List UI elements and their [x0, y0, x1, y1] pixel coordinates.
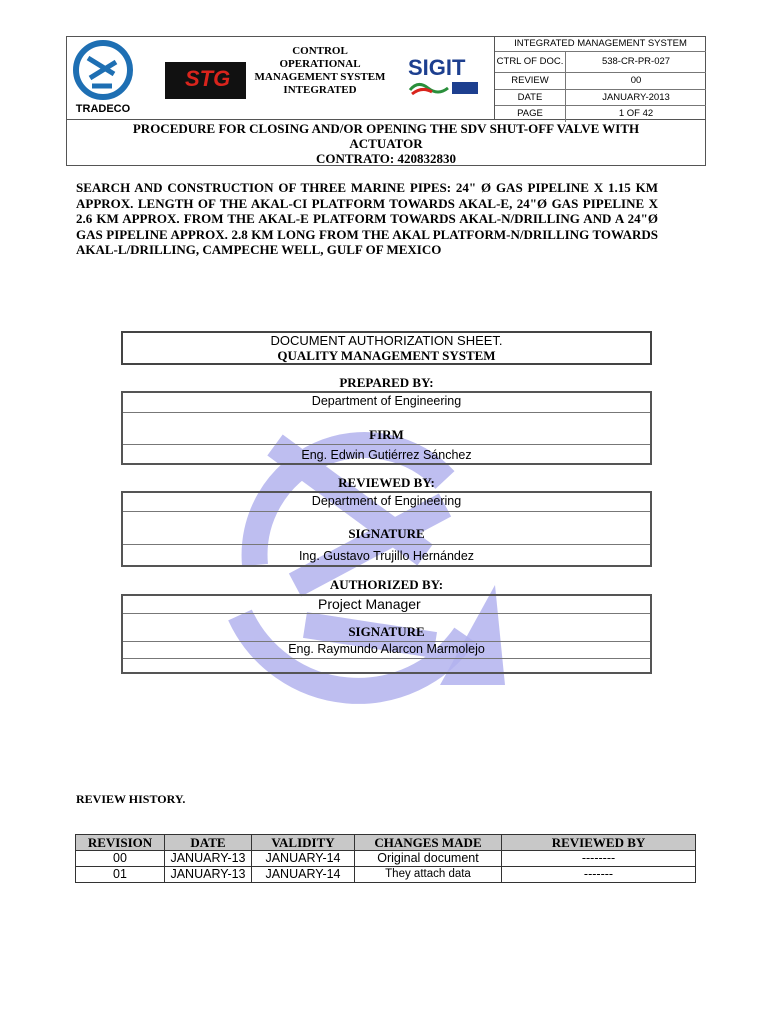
ims-title: INTEGRATED MANAGEMENT SYSTEM — [495, 36, 706, 52]
table-cell: ------- — [502, 867, 696, 883]
review-history-title: REVIEW HISTORY. — [76, 792, 186, 806]
reviewed-department: Department of Engineering — [311, 494, 462, 508]
row-divider — [123, 658, 650, 659]
reviewed-by-heading: REVIEWED BY: — [338, 475, 435, 490]
prepared-department: Department of Engineering — [311, 394, 462, 408]
table-cell: JANUARY-13 — [165, 867, 252, 883]
procedure-title-line: PROCEDURE FOR CLOSING AND/OR OPENING THE SDV SHUT-OFF VALVE WITH — [132, 121, 640, 136]
prepared-by-heading: PREPARED BY: — [339, 375, 434, 390]
table-cell: JANUARY-14 — [252, 867, 355, 883]
system-title-line: INTEGRATED — [283, 84, 357, 96]
review-history-table — [75, 834, 696, 883]
ims-field-label: REVIEW — [495, 73, 566, 89]
table-cell: JANUARY-13 — [165, 851, 252, 867]
system-title-line: MANAGEMENT SYSTEM — [254, 71, 386, 83]
table-cell: JANUARY-14 — [252, 851, 355, 867]
authorized-by-box — [121, 594, 652, 674]
authorized-by-heading: AUTHORIZED BY: — [329, 577, 444, 592]
column-header: REVISION — [76, 835, 165, 851]
row-divider — [123, 412, 650, 413]
ims-field-label: CTRL OF DOC. — [495, 52, 566, 72]
ims-field-row — [495, 106, 706, 122]
sigit-logo-text: SIGIT — [408, 55, 466, 80]
reviewed-role: SIGNATURE — [348, 526, 425, 541]
row-divider — [123, 544, 650, 545]
table-cell: Original document — [355, 851, 502, 867]
system-title-line: OPERATIONAL — [279, 58, 361, 70]
prepared-name: Eng. Edwin Gutiérrez Sánchez — [301, 448, 472, 462]
row-divider — [123, 444, 650, 445]
tradeco-logo-text: TRADECO — [75, 103, 131, 115]
ims-field-value: 1 OF 42 — [618, 108, 654, 119]
table-cell: They attach data — [355, 867, 502, 883]
table-cell: -------- — [502, 851, 696, 867]
ims-field-label: DATE — [495, 90, 566, 106]
tradeco-logo — [70, 40, 136, 115]
ims-field-row — [495, 90, 706, 107]
stg-logo-text: STG — [185, 66, 231, 91]
ims-field-value: JANUARY-2013 — [602, 91, 670, 103]
row-divider — [123, 613, 650, 614]
table-cell: 00 — [76, 851, 165, 867]
table-row — [76, 867, 696, 883]
authorized-department: Project Manager — [318, 596, 421, 612]
table-header-row — [76, 835, 696, 851]
sigit-logo-graphic — [408, 80, 480, 96]
ims-field-value: 00 — [630, 75, 642, 86]
ims-field-value: 538-CR-PR-027 — [601, 56, 671, 67]
authorization-sheet-title — [121, 331, 652, 365]
project-description: SEARCH AND CONSTRUCTION OF THREE MARINE PIPES: 24" Ø GAS PIPELINE X 1.15 KM APPROX. LENGTH OF THE AKAL-CI PLATFORM TOWARDS AKAL-E, 24"Ø GAS PIPELINE X 2.6 KM APPROX. FROM THE AKAL-E PLATFORM TOWARDS AKAL-N/DRILLING AND A 24"Ø GAS PIPELINE APPROX. 2.8 KM LONG FROM THE AKAL PLATFORM-N/DRILLING TOWARDS AKAL-L/DRILLING, CAMPECHE WELL, GULF OF MEXICO — [76, 180, 658, 257]
stg-logo — [165, 62, 246, 99]
ims-fields — [495, 52, 706, 122]
authorized-name: Eng. Raymundo Alarcon Marmolejo — [288, 642, 485, 656]
system-title — [250, 45, 390, 97]
column-header: VALIDITY — [252, 835, 355, 851]
sigit-logo — [408, 56, 488, 100]
authorization-title-line: DOCUMENT AUTHORIZATION SHEET. — [270, 333, 503, 348]
row-divider — [123, 511, 650, 512]
procedure-title-line: ACTUATOR — [349, 136, 423, 151]
authorization-subtitle-line: QUALITY MANAGEMENT SYSTEM — [277, 348, 496, 363]
ims-field-row — [495, 52, 706, 73]
procedure-title — [66, 121, 706, 166]
procedure-title-line: CONTRATO: 420832830 — [316, 151, 456, 166]
tradeco-logo-mark — [70, 40, 136, 100]
prepared-by-box — [121, 391, 652, 465]
column-header: REVIEWED BY — [502, 835, 696, 851]
table-row — [76, 851, 696, 867]
reviewed-by-box — [121, 491, 652, 567]
column-header: CHANGES MADE — [355, 835, 502, 851]
column-header: DATE — [165, 835, 252, 851]
authorized-role: SIGNATURE — [348, 624, 425, 639]
system-title-line: CONTROL — [292, 45, 348, 57]
ims-field-row — [495, 73, 706, 90]
ims-field-label: PAGE — [495, 106, 566, 122]
reviewed-name: Ing. Gustavo Trujillo Hernández — [298, 549, 475, 563]
prepared-role: FIRM — [369, 427, 404, 442]
table-cell: 01 — [76, 867, 165, 883]
